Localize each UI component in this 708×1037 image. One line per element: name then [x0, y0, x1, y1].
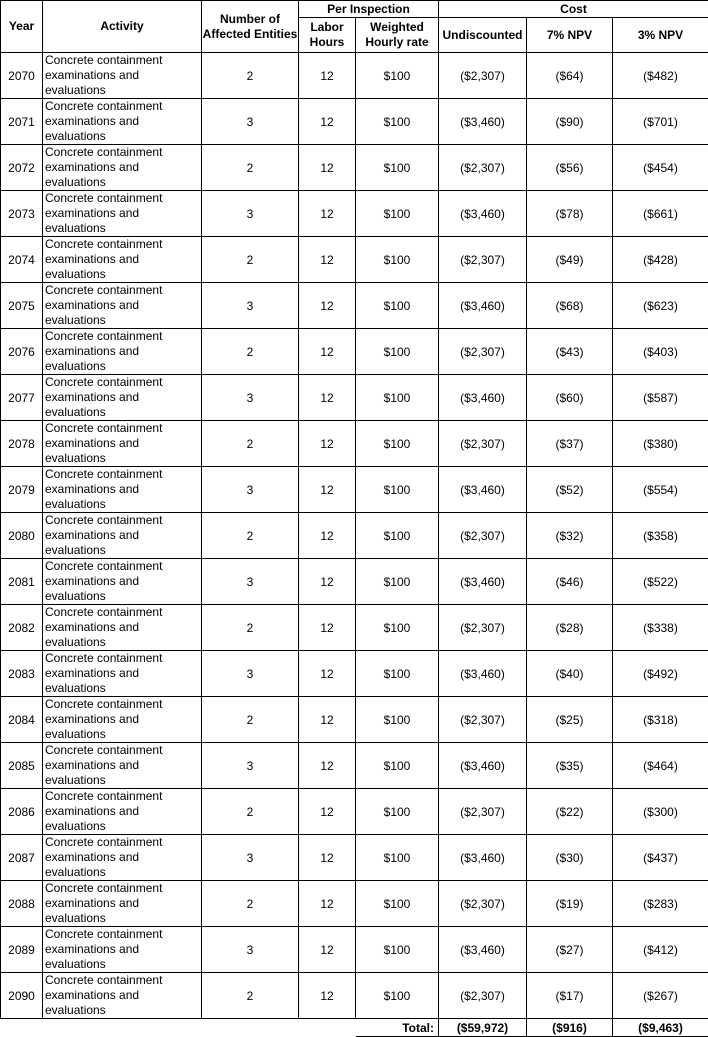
labor-hours-cell: 12: [299, 789, 356, 835]
labor-hours-cell: 12: [299, 53, 356, 99]
activity-line2: examinations and evaluations: [45, 896, 201, 926]
table-row: [1, 559, 708, 605]
year-cell: 2071: [1, 99, 43, 145]
year-cell: 2081: [1, 559, 43, 605]
undiscounted-cell: ($2,307): [439, 329, 527, 375]
npv3-cell: ($701): [613, 99, 708, 145]
total-npv3: ($9,463): [613, 1019, 708, 1037]
npv7-cell: ($52): [527, 467, 613, 513]
activity-line2: examinations and evaluations: [45, 206, 201, 236]
affected-entities-cell: 3: [202, 283, 299, 329]
undiscounted-cell: ($3,460): [439, 99, 527, 145]
affected-entities-cell: 3: [202, 375, 299, 421]
undiscounted-cell: ($2,307): [439, 605, 527, 651]
activity-line1: Concrete containment: [45, 835, 201, 850]
labor-hours-cell: 12: [299, 237, 356, 283]
table-row: [1, 283, 708, 329]
table-row: [1, 329, 708, 375]
hourly-rate-cell: $100: [356, 881, 439, 927]
total-npv7: ($916): [527, 1019, 613, 1037]
npv7-cell: ($35): [527, 743, 613, 789]
undiscounted-cell: ($2,307): [439, 421, 527, 467]
hourly-rate-cell: $100: [356, 973, 439, 1019]
npv3-cell: ($300): [613, 789, 708, 835]
year-cell: 2084: [1, 697, 43, 743]
activity-line1: Concrete containment: [45, 283, 201, 298]
npv7-cell: ($56): [527, 145, 613, 191]
npv3-cell: ($437): [613, 835, 708, 881]
activity-line2: examinations and evaluations: [45, 114, 201, 144]
activity-line1: Concrete containment: [45, 697, 201, 712]
npv3-cell: ($464): [613, 743, 708, 789]
labor-hours-cell: 12: [299, 283, 356, 329]
undiscounted-cell: ($3,460): [439, 743, 527, 789]
labor-hours-cell: 12: [299, 835, 356, 881]
activity-cell: [43, 237, 202, 283]
header-cost: Cost: [439, 1, 708, 18]
activity-line1: Concrete containment: [45, 329, 201, 344]
year-cell: 2085: [1, 743, 43, 789]
activity-line1: Concrete containment: [45, 145, 201, 160]
activity-cell: [43, 145, 202, 191]
undiscounted-cell: ($2,307): [439, 53, 527, 99]
activity-cell: [43, 375, 202, 421]
affected-entities-cell: 2: [202, 605, 299, 651]
table-row: [1, 973, 708, 1019]
table-row: [1, 697, 708, 743]
labor-hours-cell: 12: [299, 559, 356, 605]
npv3-cell: ($554): [613, 467, 708, 513]
npv7-cell: ($32): [527, 513, 613, 559]
activity-cell: [43, 881, 202, 927]
header-rate-line1: Weighted: [370, 20, 424, 34]
npv3-cell: ($482): [613, 53, 708, 99]
activity-line1: Concrete containment: [45, 467, 201, 482]
labor-hours-cell: 12: [299, 927, 356, 973]
activity-cell: [43, 605, 202, 651]
activity-line1: Concrete containment: [45, 973, 201, 988]
activity-line1: Concrete containment: [45, 191, 201, 206]
table-row: [1, 99, 708, 145]
hourly-rate-cell: $100: [356, 651, 439, 697]
activity-line2: examinations and evaluations: [45, 436, 201, 466]
hourly-rate-cell: $100: [356, 559, 439, 605]
undiscounted-cell: ($3,460): [439, 375, 527, 421]
labor-hours-cell: 12: [299, 651, 356, 697]
labor-hours-cell: 12: [299, 191, 356, 237]
activity-cell: [43, 927, 202, 973]
table-row: [1, 467, 708, 513]
footer-blank: [1, 1019, 43, 1037]
year-cell: 2072: [1, 145, 43, 191]
table-row: [1, 835, 708, 881]
affected-entities-cell: 3: [202, 191, 299, 237]
npv7-cell: ($28): [527, 605, 613, 651]
hourly-rate-cell: $100: [356, 789, 439, 835]
activity-cell: [43, 99, 202, 145]
npv7-cell: ($40): [527, 651, 613, 697]
header-npv7: 7% NPV: [527, 18, 613, 53]
npv3-cell: ($412): [613, 927, 708, 973]
header-activity: Activity: [43, 1, 202, 53]
total-undiscounted: ($59,972): [439, 1019, 527, 1037]
hourly-rate-cell: $100: [356, 237, 439, 283]
table-footer: [1, 1019, 708, 1037]
footer-blank: [299, 1019, 356, 1037]
activity-cell: [43, 467, 202, 513]
year-cell: 2083: [1, 651, 43, 697]
header-weighted-rate: [356, 18, 439, 53]
affected-entities-cell: 2: [202, 973, 299, 1019]
activity-line1: Concrete containment: [45, 513, 201, 528]
activity-line1: Concrete containment: [45, 559, 201, 574]
hourly-rate-cell: $100: [356, 375, 439, 421]
labor-hours-cell: 12: [299, 99, 356, 145]
year-cell: 2075: [1, 283, 43, 329]
header-rate-line2: Hourly rate: [365, 35, 428, 49]
undiscounted-cell: ($2,307): [439, 145, 527, 191]
npv7-cell: ($19): [527, 881, 613, 927]
activity-line2: examinations and evaluations: [45, 804, 201, 834]
table-header: [1, 1, 708, 53]
footer-blank: [43, 1019, 202, 1037]
table-row: [1, 375, 708, 421]
activity-cell: [43, 697, 202, 743]
year-cell: 2073: [1, 191, 43, 237]
undiscounted-cell: ($3,460): [439, 191, 527, 237]
year-cell: 2076: [1, 329, 43, 375]
table-row: [1, 743, 708, 789]
npv3-cell: ($661): [613, 191, 708, 237]
npv7-cell: ($22): [527, 789, 613, 835]
activity-cell: [43, 513, 202, 559]
affected-entities-cell: 2: [202, 513, 299, 559]
npv3-cell: ($492): [613, 651, 708, 697]
activity-cell: [43, 743, 202, 789]
labor-hours-cell: 12: [299, 973, 356, 1019]
hourly-rate-cell: $100: [356, 743, 439, 789]
total-label: Total:: [356, 1019, 439, 1037]
undiscounted-cell: ($3,460): [439, 927, 527, 973]
header-affected-entities: [202, 1, 299, 53]
activity-line2: examinations and evaluations: [45, 298, 201, 328]
year-cell: 2086: [1, 789, 43, 835]
hourly-rate-cell: $100: [356, 329, 439, 375]
header-entities-line1: Number of: [220, 12, 280, 26]
activity-line1: Concrete containment: [45, 881, 201, 896]
labor-hours-cell: 12: [299, 467, 356, 513]
hourly-rate-cell: $100: [356, 697, 439, 743]
table-row: [1, 513, 708, 559]
affected-entities-cell: 2: [202, 421, 299, 467]
npv7-cell: ($60): [527, 375, 613, 421]
affected-entities-cell: 2: [202, 789, 299, 835]
affected-entities-cell: 3: [202, 927, 299, 973]
activity-line2: examinations and evaluations: [45, 160, 201, 190]
labor-hours-cell: 12: [299, 513, 356, 559]
affected-entities-cell: 3: [202, 99, 299, 145]
npv7-cell: ($68): [527, 283, 613, 329]
labor-hours-cell: 12: [299, 145, 356, 191]
npv3-cell: ($283): [613, 881, 708, 927]
affected-entities-cell: 2: [202, 237, 299, 283]
table-row: [1, 651, 708, 697]
activity-line1: Concrete containment: [45, 743, 201, 758]
hourly-rate-cell: $100: [356, 467, 439, 513]
table-row: [1, 789, 708, 835]
undiscounted-cell: ($2,307): [439, 881, 527, 927]
activity-cell: [43, 283, 202, 329]
npv3-cell: ($403): [613, 329, 708, 375]
affected-entities-cell: 2: [202, 329, 299, 375]
npv3-cell: ($318): [613, 697, 708, 743]
affected-entities-cell: 2: [202, 145, 299, 191]
table-row: [1, 927, 708, 973]
hourly-rate-cell: $100: [356, 145, 439, 191]
npv7-cell: ($43): [527, 329, 613, 375]
activity-line2: examinations and evaluations: [45, 850, 201, 880]
activity-line1: Concrete containment: [45, 237, 201, 252]
labor-hours-cell: 12: [299, 697, 356, 743]
npv7-cell: ($78): [527, 191, 613, 237]
activity-line2: examinations and evaluations: [45, 988, 201, 1018]
affected-entities-cell: 3: [202, 651, 299, 697]
table-row: [1, 605, 708, 651]
affected-entities-cell: 2: [202, 881, 299, 927]
activity-line1: Concrete containment: [45, 651, 201, 666]
table-row: [1, 145, 708, 191]
undiscounted-cell: ($3,460): [439, 651, 527, 697]
header-undiscounted: Undiscounted: [439, 18, 527, 53]
affected-entities-cell: 3: [202, 835, 299, 881]
npv7-cell: ($25): [527, 697, 613, 743]
affected-entities-cell: 3: [202, 743, 299, 789]
npv3-cell: ($623): [613, 283, 708, 329]
year-cell: 2074: [1, 237, 43, 283]
npv3-cell: ($380): [613, 421, 708, 467]
activity-line2: examinations and evaluations: [45, 390, 201, 420]
activity-line2: examinations and evaluations: [45, 666, 201, 696]
table-row: [1, 421, 708, 467]
activity-cell: [43, 191, 202, 237]
activity-line1: Concrete containment: [45, 421, 201, 436]
labor-hours-cell: 12: [299, 605, 356, 651]
hourly-rate-cell: $100: [356, 99, 439, 145]
labor-hours-cell: 12: [299, 329, 356, 375]
npv7-cell: ($17): [527, 973, 613, 1019]
npv3-cell: ($428): [613, 237, 708, 283]
year-cell: 2090: [1, 973, 43, 1019]
labor-hours-cell: 12: [299, 743, 356, 789]
npv7-cell: ($49): [527, 237, 613, 283]
activity-line1: Concrete containment: [45, 789, 201, 804]
activity-line1: Concrete containment: [45, 605, 201, 620]
hourly-rate-cell: $100: [356, 191, 439, 237]
year-cell: 2087: [1, 835, 43, 881]
activity-cell: [43, 973, 202, 1019]
npv3-cell: ($454): [613, 145, 708, 191]
npv3-cell: ($267): [613, 973, 708, 1019]
hourly-rate-cell: $100: [356, 927, 439, 973]
activity-line2: examinations and evaluations: [45, 482, 201, 512]
activity-line2: examinations and evaluations: [45, 758, 201, 788]
hourly-rate-cell: $100: [356, 835, 439, 881]
table-row: [1, 53, 708, 99]
npv3-cell: ($338): [613, 605, 708, 651]
table-row: [1, 237, 708, 283]
activity-cell: [43, 53, 202, 99]
header-labor-line1: Labor: [310, 20, 343, 34]
hourly-rate-cell: $100: [356, 283, 439, 329]
npv7-cell: ($37): [527, 421, 613, 467]
undiscounted-cell: ($3,460): [439, 467, 527, 513]
undiscounted-cell: ($2,307): [439, 513, 527, 559]
table-row: [1, 191, 708, 237]
hourly-rate-cell: $100: [356, 53, 439, 99]
year-cell: 2079: [1, 467, 43, 513]
activity-line2: examinations and evaluations: [45, 620, 201, 650]
npv3-cell: ($587): [613, 375, 708, 421]
activity-line1: Concrete containment: [45, 927, 201, 942]
header-per-inspection: Per Inspection: [299, 1, 439, 18]
activity-line2: examinations and evaluations: [45, 528, 201, 558]
activity-cell: [43, 421, 202, 467]
header-npv3: 3% NPV: [613, 18, 708, 53]
year-cell: 2077: [1, 375, 43, 421]
header-year: Year: [1, 1, 43, 53]
header-entities-line2: Affected Entities: [203, 27, 298, 41]
year-cell: 2080: [1, 513, 43, 559]
activity-line2: examinations and evaluations: [45, 344, 201, 374]
year-cell: 2088: [1, 881, 43, 927]
undiscounted-cell: ($3,460): [439, 283, 527, 329]
year-cell: 2078: [1, 421, 43, 467]
undiscounted-cell: ($2,307): [439, 789, 527, 835]
npv7-cell: ($64): [527, 53, 613, 99]
hourly-rate-cell: $100: [356, 513, 439, 559]
activity-line1: Concrete containment: [45, 99, 201, 114]
npv7-cell: ($90): [527, 99, 613, 145]
undiscounted-cell: ($2,307): [439, 697, 527, 743]
npv7-cell: ($46): [527, 559, 613, 605]
activity-cell: [43, 789, 202, 835]
header-labor-hours: [299, 18, 356, 53]
activity-cell: [43, 835, 202, 881]
activity-cell: [43, 651, 202, 697]
table-row: [1, 881, 708, 927]
affected-entities-cell: 3: [202, 559, 299, 605]
year-cell: 2070: [1, 53, 43, 99]
year-cell: 2089: [1, 927, 43, 973]
labor-hours-cell: 12: [299, 375, 356, 421]
activity-line2: examinations and evaluations: [45, 574, 201, 604]
year-cell: 2082: [1, 605, 43, 651]
affected-entities-cell: 2: [202, 697, 299, 743]
labor-hours-cell: 12: [299, 421, 356, 467]
undiscounted-cell: ($2,307): [439, 237, 527, 283]
activity-cell: [43, 329, 202, 375]
affected-entities-cell: 2: [202, 53, 299, 99]
footer-blank: [202, 1019, 299, 1037]
activity-line2: examinations and evaluations: [45, 68, 201, 98]
undiscounted-cell: ($3,460): [439, 835, 527, 881]
hourly-rate-cell: $100: [356, 605, 439, 651]
activity-line1: Concrete containment: [45, 53, 201, 68]
undiscounted-cell: ($3,460): [439, 559, 527, 605]
affected-entities-cell: 3: [202, 467, 299, 513]
activity-line2: examinations and evaluations: [45, 712, 201, 742]
npv3-cell: ($358): [613, 513, 708, 559]
npv7-cell: ($30): [527, 835, 613, 881]
undiscounted-cell: ($2,307): [439, 973, 527, 1019]
npv3-cell: ($522): [613, 559, 708, 605]
npv7-cell: ($27): [527, 927, 613, 973]
activity-line1: Concrete containment: [45, 375, 201, 390]
hourly-rate-cell: $100: [356, 421, 439, 467]
activity-cell: [43, 559, 202, 605]
activity-line2: examinations and evaluations: [45, 252, 201, 282]
table-body: [1, 53, 708, 1019]
labor-hours-cell: 12: [299, 881, 356, 927]
header-labor-line2: Hours: [310, 35, 345, 49]
activity-line2: examinations and evaluations: [45, 942, 201, 972]
